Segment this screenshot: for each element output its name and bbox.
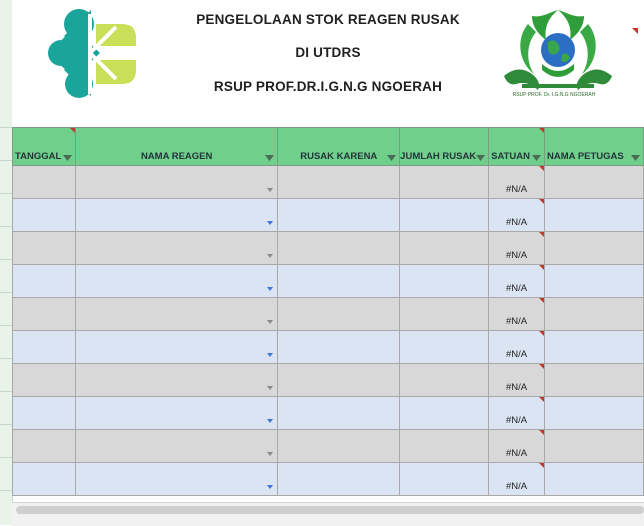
dropdown-arrow-icon[interactable] (267, 287, 273, 291)
cell-nama-reagen[interactable] (75, 166, 277, 199)
cell-tanggal[interactable] (13, 463, 76, 496)
table-header-row (13, 128, 644, 166)
cell-nama-petugas[interactable] (545, 331, 644, 364)
cell-satuan[interactable] (489, 232, 545, 265)
column-header-label: TANGGAL (15, 151, 62, 162)
cell-satuan[interactable] (489, 397, 545, 430)
cell-nama-reagen[interactable] (75, 232, 277, 265)
hospital-name: RSUP PROF.DR.I.G.N.G NGOERAH (213, 79, 443, 94)
table-row (13, 364, 644, 397)
cell-tanggal[interactable] (13, 430, 76, 463)
column-header-jumlah-rusak[interactable] (400, 128, 489, 166)
cell-nama-petugas[interactable] (545, 265, 644, 298)
cell-tanggal[interactable] (13, 199, 76, 232)
table-row (13, 397, 644, 430)
cell-nama-reagen[interactable] (75, 364, 277, 397)
column-header-rusak-karena[interactable] (278, 128, 400, 166)
cell-satuan[interactable] (489, 364, 545, 397)
cell-nama-reagen[interactable] (75, 463, 277, 496)
cell-nama-petugas[interactable] (545, 397, 644, 430)
cell-rusak-karena[interactable] (278, 364, 400, 397)
comment-marker (539, 364, 544, 369)
cell-nama-petugas[interactable] (545, 166, 644, 199)
cell-nama-petugas[interactable] (545, 430, 644, 463)
cell-jumlah-rusak[interactable] (400, 364, 489, 397)
cell-jumlah-rusak[interactable] (400, 331, 489, 364)
comment-marker (539, 463, 544, 468)
comment-marker (632, 28, 638, 34)
cell-jumlah-rusak[interactable] (400, 199, 489, 232)
satuan-value: #N/A (506, 349, 528, 360)
column-header-nama-reagen[interactable] (75, 128, 277, 166)
comment-marker (539, 166, 544, 171)
cell-tanggal[interactable] (13, 397, 76, 430)
comment-marker (539, 199, 544, 204)
column-header-label: JUMLAH RUSAK (400, 151, 477, 162)
cell-jumlah-rusak[interactable] (400, 232, 489, 265)
cell-rusak-karena[interactable] (278, 331, 400, 364)
cell-nama-petugas[interactable] (545, 232, 644, 265)
dropdown-arrow-icon[interactable] (267, 254, 273, 258)
cell-satuan[interactable] (489, 265, 545, 298)
cell-jumlah-rusak[interactable] (400, 265, 489, 298)
cell-jumlah-rusak[interactable] (400, 166, 489, 199)
filter-icon[interactable] (532, 155, 541, 161)
table-row (13, 331, 644, 364)
table-row (13, 430, 644, 463)
column-header-nama-petugas[interactable] (545, 128, 644, 166)
table-row (13, 166, 644, 199)
satuan-value: #N/A (506, 250, 528, 261)
cell-tanggal[interactable] (13, 331, 76, 364)
cell-nama-reagen[interactable] (75, 265, 277, 298)
satuan-value: #N/A (506, 382, 528, 393)
cell-rusak-karena[interactable] (278, 166, 400, 199)
cell-nama-reagen[interactable] (75, 430, 277, 463)
cell-satuan[interactable] (489, 331, 545, 364)
cell-tanggal[interactable] (13, 166, 76, 199)
filter-icon[interactable] (63, 155, 72, 161)
filter-icon[interactable] (265, 155, 274, 161)
column-header-tanggal[interactable] (13, 128, 76, 166)
cell-jumlah-rusak[interactable] (400, 397, 489, 430)
horizontal-scrollbar[interactable] (12, 502, 644, 526)
cell-jumlah-rusak[interactable] (400, 463, 489, 496)
table-row (13, 232, 644, 265)
seal-caption: RSUP PROF. Dr. I.G.N.G NGOERAH (512, 92, 596, 98)
scrollbar-thumb[interactable] (16, 506, 644, 514)
comment-marker (539, 397, 544, 402)
dropdown-arrow-icon[interactable] (267, 320, 273, 324)
comment-marker (539, 298, 544, 303)
column-header-label: NAMA REAGEN (140, 151, 213, 162)
cell-nama-petugas[interactable] (545, 298, 644, 331)
dropdown-arrow-icon[interactable] (267, 386, 273, 390)
cell-rusak-karena[interactable] (278, 430, 400, 463)
cell-rusak-karena[interactable] (278, 232, 400, 265)
comment-marker (70, 128, 75, 133)
cell-nama-petugas[interactable] (545, 364, 644, 397)
comment-marker (539, 128, 544, 133)
table-row (13, 265, 644, 298)
cell-tanggal[interactable] (13, 298, 76, 331)
cell-satuan[interactable] (489, 166, 545, 199)
cell-satuan[interactable] (489, 199, 545, 232)
column-header-satuan[interactable] (489, 128, 545, 166)
dropdown-arrow-icon[interactable] (267, 353, 273, 357)
cell-jumlah-rusak[interactable] (400, 430, 489, 463)
dropdown-arrow-icon[interactable] (267, 419, 273, 423)
satuan-value: #N/A (506, 184, 528, 195)
column-header-label: NAMA PETUGAS (547, 151, 624, 162)
cell-satuan[interactable] (489, 430, 545, 463)
cell-rusak-karena[interactable] (278, 397, 400, 430)
cell-jumlah-rusak[interactable] (400, 298, 489, 331)
cell-satuan[interactable] (489, 298, 545, 331)
cell-nama-reagen[interactable] (75, 397, 277, 430)
cell-tanggal[interactable] (13, 232, 76, 265)
cell-rusak-karena[interactable] (278, 463, 400, 496)
cell-satuan[interactable] (489, 463, 545, 496)
cell-nama-petugas[interactable] (545, 199, 644, 232)
dropdown-arrow-icon[interactable] (267, 221, 273, 225)
page-subtitle: DI UTDRS (295, 45, 361, 60)
table-row (13, 463, 644, 496)
column-header-label: RUSAK KARENA (300, 151, 378, 162)
satuan-value: #N/A (506, 448, 528, 459)
satuan-value: #N/A (506, 316, 528, 327)
dropdown-arrow-icon[interactable] (267, 188, 273, 192)
reagent-table (12, 127, 644, 496)
filter-icon[interactable] (387, 155, 396, 161)
cell-tanggal[interactable] (13, 265, 76, 298)
satuan-value: #N/A (506, 217, 528, 228)
comment-marker (539, 232, 544, 237)
comment-marker (539, 430, 544, 435)
cell-rusak-karena[interactable] (278, 265, 400, 298)
cell-rusak-karena[interactable] (278, 199, 400, 232)
satuan-value: #N/A (506, 415, 528, 426)
satuan-value: #N/A (506, 481, 528, 492)
satuan-value: #N/A (506, 283, 528, 294)
cell-nama-reagen[interactable] (75, 298, 277, 331)
cell-nama-petugas[interactable] (545, 463, 644, 496)
dropdown-arrow-icon[interactable] (267, 485, 273, 489)
comment-marker (539, 265, 544, 270)
dropdown-arrow-icon[interactable] (267, 452, 273, 456)
cell-tanggal[interactable] (13, 364, 76, 397)
column-header-label: SATUAN (491, 151, 530, 162)
filter-icon[interactable] (476, 155, 485, 161)
cell-nama-reagen[interactable] (75, 331, 277, 364)
filter-icon[interactable] (631, 155, 640, 161)
cell-rusak-karena[interactable] (278, 298, 400, 331)
page-title: PENGELOLAAN STOK REAGEN RUSAK (196, 12, 460, 27)
table-row (13, 298, 644, 331)
comment-marker (539, 331, 544, 336)
cell-nama-reagen[interactable] (75, 199, 277, 232)
table-row (13, 199, 644, 232)
